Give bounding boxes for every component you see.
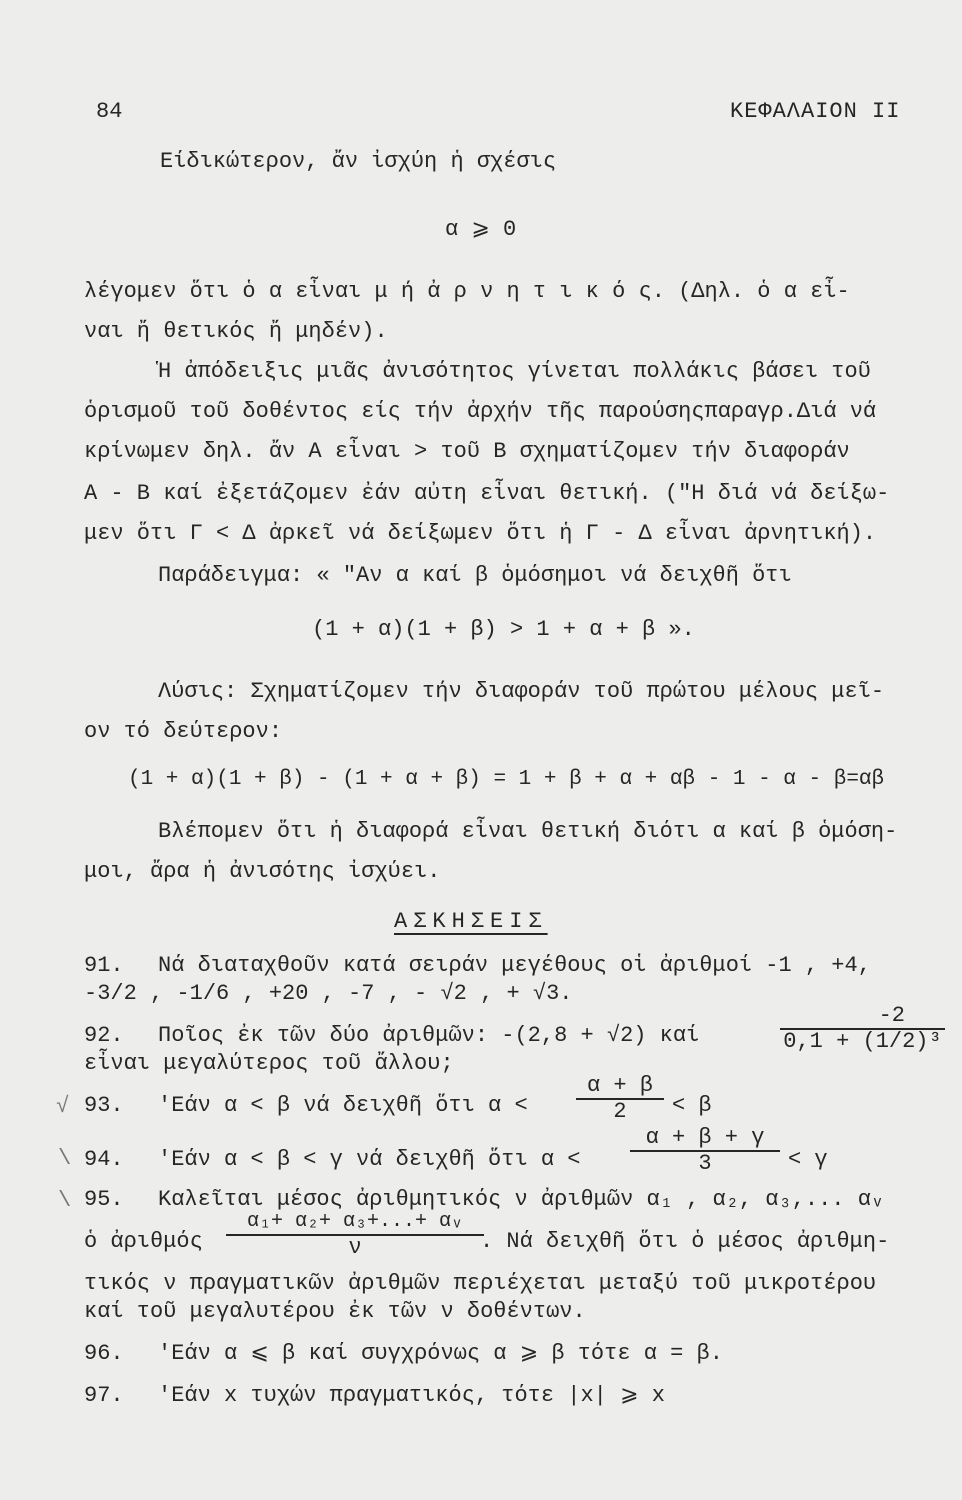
- exercise-text: ὁ ἀριθμός: [84, 1229, 203, 1254]
- text-line: ναι ἤ θετικός ἤ μηδέν).: [84, 319, 388, 344]
- text-line: λέγομεν ὅτι ὁ α εἶναι μ ή ἀ ρ ν η τ ι κ ό ς. (Δηλ. ὁ α εἶ-: [84, 279, 850, 304]
- fraction-denominator: 3: [698, 1151, 712, 1176]
- solution-formula: (1 + α)(1 + β) - (1 + α + β) = 1 + β + α + αβ - 1 - α - β=αβ: [128, 768, 885, 791]
- exercise-text: 'Εάν α < β < γ νά δειχθῆ ὅτι α <: [158, 1147, 581, 1172]
- fraction-numerator: -2: [878, 1003, 905, 1028]
- fraction: [630, 1126, 780, 1176]
- fraction: [576, 1074, 664, 1124]
- exercise-text: τικός ν πραγματικῶν ἀριθμῶν περιέχεται μεταξύ τοῦ μικροτέρου: [84, 1271, 877, 1296]
- relation-formula: α ⩾ 0: [445, 217, 517, 242]
- margin-checkmark: √: [56, 1094, 70, 1119]
- example-line: Παράδειγμα: « "Αν α καί β ὁμόσημοι νά δειχθῆ ὅτι: [158, 563, 792, 588]
- fraction-numerator: α₁+ α₂+ α₃+...+ αᵥ: [246, 1210, 464, 1233]
- exercise-tail: < γ: [788, 1147, 828, 1172]
- exercise-number: 93.: [84, 1093, 124, 1118]
- text-line: Α - Β καί ἐξετάζομεν ἐάν αὐτη εἶναι θετική. ("Η διά νά δείξω-: [84, 481, 890, 506]
- page-number: 84: [96, 99, 123, 124]
- exercise-text: εἶναι μεγαλύτερος τοῦ ἄλλου;: [84, 1051, 454, 1076]
- exercise-number: 95.: [84, 1187, 124, 1212]
- fraction-numerator: α + β: [586, 1073, 653, 1098]
- exercise-text: -3/2 , -1/6 , +20 , -7 , - √2 , + √3.: [84, 981, 573, 1006]
- fraction-denominator: 0,1 + (1/2)³: [783, 1029, 942, 1054]
- text-line: Ἡ ἀπόδειξις μιᾶς ἀνισότητος γίνεται πολλάκις βάσει τοῦ: [158, 359, 871, 384]
- exercise-text: 'Εάν α < β νά δειχθῆ ὅτι α <: [158, 1093, 528, 1118]
- exercise-text: Καλεῖται μέσος ἀριθμητικός ν ἀριθμῶν α₁ , α₂, α₃,... αᵥ: [158, 1187, 885, 1212]
- exercises-heading: ΑΣΚΗΣΕΙΣ: [394, 909, 548, 934]
- fraction-numerator: α + β + γ: [645, 1125, 765, 1150]
- fraction: [226, 1210, 484, 1260]
- fraction: [780, 1004, 945, 1054]
- text-line: Είδικώτερον, ἄν ἰσχύη ἡ σχέσις: [160, 149, 557, 174]
- exercise-number: 91.: [84, 953, 124, 978]
- text-line: μοι, ἄρα ἡ ἀνισότης ἰσχύει.: [84, 859, 441, 884]
- text-line: ὁρισμοῦ τοῦ δοθέντος είς τήν ἀρχήν τῆς παρούσηςπαραγρ.Διά νά: [84, 399, 877, 424]
- text-line: κρίνωμεν δηλ. ἄν Α εἶναι > τοῦ Β σχηματίζομεν τήν διαφοράν: [84, 439, 850, 464]
- exercise-number: 96.: [84, 1341, 124, 1366]
- margin-mark: \: [58, 1188, 72, 1213]
- exercise-text: 'Εάν α ⩽ β καί συγχρόνως α ⩾ β τότε α = β.: [158, 1341, 723, 1366]
- fraction-denominator: ν: [348, 1235, 362, 1260]
- text-line: ον τό δεύτερον:: [84, 719, 283, 744]
- fraction-denominator: 2: [613, 1099, 627, 1124]
- exercise-number: 97.: [84, 1383, 124, 1408]
- exercise-text: . Νά δειχθῆ ὅτι ὁ μέσος ἀριθμη-: [480, 1229, 890, 1254]
- text-line: μεν ὅτι Γ < Δ ἀρκεῖ νά δείξωμεν ὅτι ἡ Γ - Δ εἶναι ἀρνητική).: [84, 521, 877, 546]
- exercise-number: 92.: [84, 1023, 124, 1048]
- exercise-text: Νά διαταχθοῦν κατά σειράν μεγέθους οἱ ἀριθμοί -1 , +4,: [158, 953, 871, 978]
- exercise-text: Ποῖος ἐκ τῶν δύο ἀριθμῶν: -(2,8 + √2) καί: [158, 1023, 700, 1048]
- margin-mark: \: [58, 1146, 72, 1171]
- solution-line: Λύσις: Σχηματίζομεν τήν διαφοράν τοῦ πρώτου μέλους μεῖ-: [158, 679, 885, 704]
- exercise-text: καί τοῦ μεγαλυτέρου ἐκ τῶν ν δοθέντων.: [84, 1299, 586, 1324]
- text-line: Βλέπομεν ὅτι ἡ διαφορά εἶναι θετική διότι α καί β ὁμόση-: [158, 819, 898, 844]
- chapter-title: ΚΕΦΑΛΑΙΟΝ ΙΙ: [730, 99, 901, 124]
- exercise-number: 94.: [84, 1147, 124, 1172]
- example-formula: (1 + α)(1 + β) > 1 + α + β ».: [312, 617, 695, 642]
- exercise-tail: < β: [672, 1093, 712, 1118]
- exercise-text: 'Εάν x τυχών πραγματικός, τότε |x| ⩾ x: [158, 1383, 665, 1408]
